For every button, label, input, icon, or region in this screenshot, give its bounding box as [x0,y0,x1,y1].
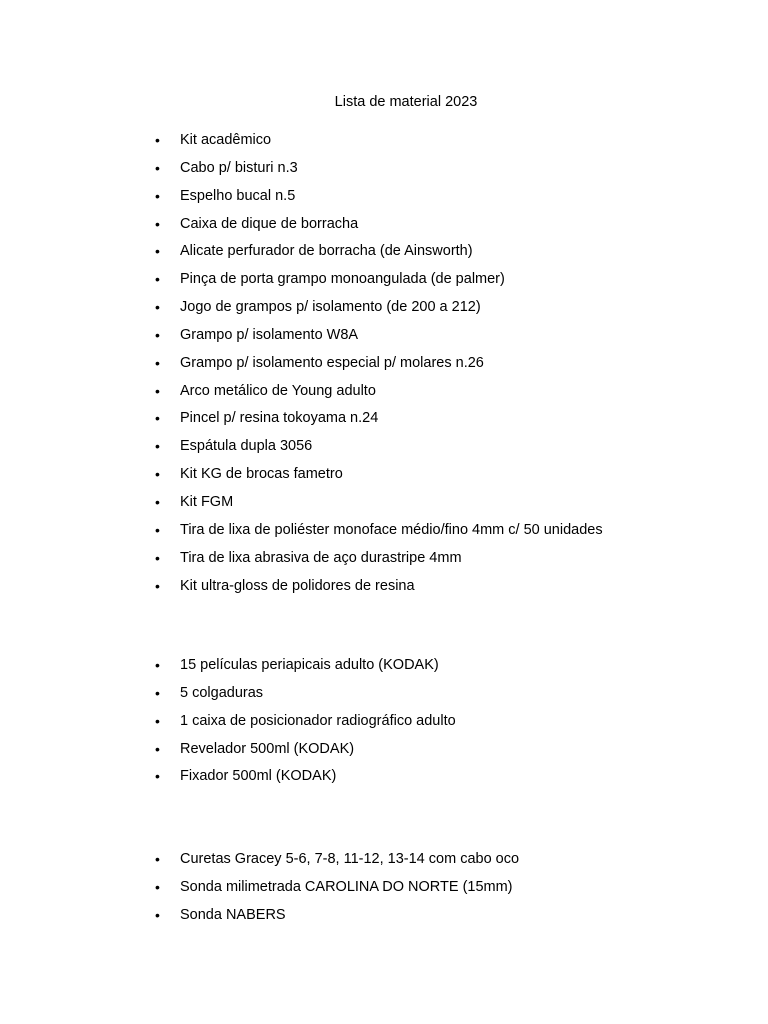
list-item-text: Tira de lixa abrasiva de aço durastripe 4mm [180,549,462,566]
list-item-text: Kit KG de brocas fametro [180,466,343,483]
bullet-icon: • [155,243,160,260]
list-item-text: Cabo p/ bisturi n.3 [180,159,298,176]
bullet-icon: • [155,768,160,785]
bullet-icon: • [155,438,160,455]
list-item-text: Tira de lixa de poliéster monoface médio/fino 4mm c/ 50 unidades [180,521,603,538]
bullet-icon: • [155,657,160,673]
bullet-icon: • [155,521,160,538]
bullet-icon: • [155,740,160,757]
bullet-icon: • [155,382,160,399]
page-title: Lista de material 2023 [334,94,478,110]
bullet-icon: • [155,326,160,343]
list-item-text: Espelho bucal n.5 [180,187,296,204]
bullet-icon: • [155,712,160,729]
list-item-text: Grampo p/ isolamento especial p/ molares n.26 [180,354,484,371]
bullet-icon: • [155,684,160,701]
list-item-text: Fixador 500ml (KODAK) [180,768,337,785]
list-item-text: 5 colgaduras [180,684,264,701]
list-item-text: Espátula dupla 3056 [180,438,313,455]
list-item-text: 15 películas periapicais adulto (KODAK) [180,657,439,673]
list-item-text: Pincel p/ resina tokoyama n.24 [180,410,379,427]
list-item-text: Kit ultra-gloss de polidores de resina [180,577,415,594]
bullet-icon: • [155,132,160,148]
bullet-icon: • [155,851,160,867]
bullet-icon: • [155,906,160,923]
bullet-icon: • [155,354,160,371]
list-item-text: Kit acadêmico [180,132,272,148]
bullet-icon: • [155,159,160,176]
bullet-icon: • [155,187,160,204]
list-item-text: Sonda milimetrada CAROLINA DO NORTE (15mm) [180,878,513,895]
list-item-text: Arco metálico de Young adulto [180,382,376,399]
bullet-icon: • [155,878,160,895]
list-item-text: Caixa de dique de borracha [180,215,359,232]
bullet-icon: • [155,299,160,316]
bullet-icon: • [155,493,160,510]
list-item-text: Alicate perfurador de borracha (de Ainsworth) [180,243,473,260]
bullet-icon: • [155,466,160,483]
bullet-icon: • [155,549,160,566]
list-item-text: Curetas Gracey 5-6, 7-8, 11-12, 13-14 com cabo oco [180,851,520,867]
list-item-text: Revelador 500ml (KODAK) [180,740,355,757]
list-item-text: Sonda NABERS [180,906,286,923]
list-item-text: 1 caixa de posicionador radiográfico adulto [180,712,456,729]
bullet-icon: • [155,215,160,232]
bullet-icon: • [155,577,160,594]
list-item-text: Pinça de porta grampo monoangulada (de palmer) [180,271,505,288]
bullet-icon: • [155,271,160,288]
list-item-text: Jogo de grampos p/ isolamento (de 200 a 212) [180,299,481,316]
list-item-text: Kit FGM [180,493,234,510]
bullet-icon: • [155,410,160,427]
list-item-text: Grampo p/ isolamento W8A [180,326,359,343]
